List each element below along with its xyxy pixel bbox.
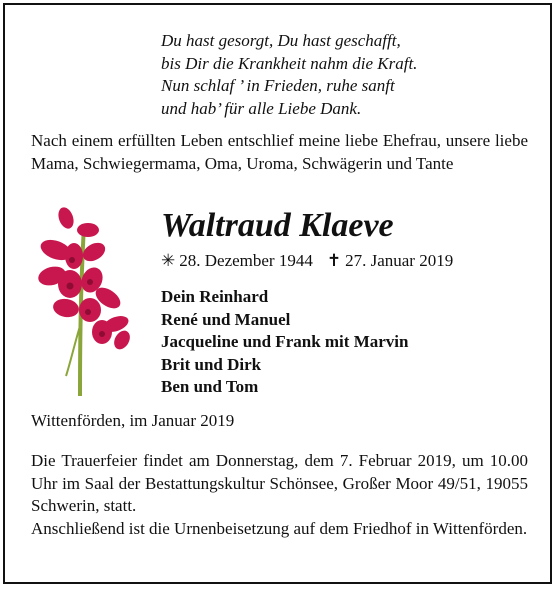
cross-icon: ✝ [326, 251, 342, 270]
death-date: 27. Januar 2019 [345, 251, 454, 270]
poem-line: und hab’ für alle Liebe Dank. [161, 98, 362, 118]
intro-text: Nach einem erfüllten Leben entschlief meine liebe Ehefrau, unsere liebe Mama, Schwiegermama, Oma, Uroma, Schwägerin und Tante [31, 131, 528, 173]
ceremony-paragraph: Die Trauerfeier findet am Donnerstag, dem 7. Februar 2019, um 10.00 Uhr im Saal der Bestattungskultur Schönsee, Großer Moor 49/51, 19055 Schwerin, statt. [31, 451, 528, 515]
place-and-date: Wittenförden, im Januar 2019 [31, 411, 235, 430]
poem-line: Du hast gesorgt, Du hast geschafft, [161, 31, 401, 50]
mourner-line: Ben und Tom [161, 377, 259, 396]
poem-line: Nun schlaf ’ in Frieden, ruhe sanft [161, 76, 395, 95]
mourner-line: Dein Reinhard [161, 287, 269, 306]
mourner-line: René und Manuel [161, 309, 291, 329]
poem-line: bis Dir die Krankheit nahm die Kraft. [161, 53, 418, 73]
life-dates [161, 251, 453, 271]
ceremony-info [31, 450, 528, 540]
mourners-list [161, 286, 408, 399]
birth-date: 28. Dezember 1944 [179, 251, 313, 270]
poem [161, 30, 417, 120]
mourner-line: Brit und Dirk [161, 354, 262, 374]
burial-paragraph: Anschließend ist die Urnenbeisetzung auf dem Friedhof in Wittenförden. [31, 518, 528, 538]
deceased-name: Waltraud Klaeve [161, 207, 394, 244]
mourner-line: Jacqueline und Frank mit Marvin [161, 332, 409, 351]
star-icon: ✳ [161, 251, 176, 270]
orchid-flower-image [30, 206, 136, 396]
